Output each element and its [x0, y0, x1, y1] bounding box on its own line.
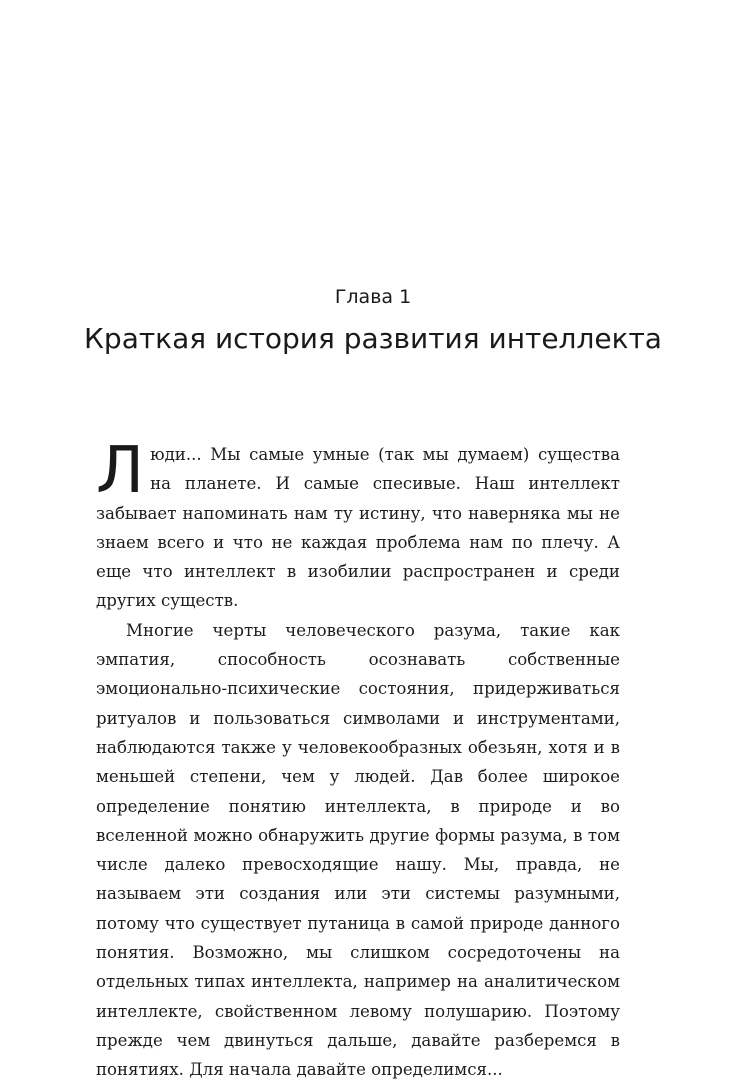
chapter-body [96, 434, 620, 1085]
paragraph: Многие черты человеческого разума, такие как эмпатия, способность осознавать собственные эмоционально-психические состояния, придерживаться ритуалов и пользоваться символами и инструментами, наблюдаются также у человекообразных обезьян, хотя и в меньшей степени, чем у людей. Дав более широкое определение понятию интеллекта, в природе и во вселенной можно обнаружить другие формы разума, в том числе далеко превосходящие нашу. Мы, правда, не называем эти создания или эти системы разумными, потому что существует путаница в самой природе данного понятия. Возможно, мы слишком сосредоточены на отдельных типах интеллекта, например на аналитическом интеллекте, свойственном левому полушарию. Поэтому прежде чем двинуться дальше, давайте разберемся в понятиях. Для начала давайте определимся... [96, 620, 620, 1080]
chapter-title: Краткая история развития интеллекта [84, 322, 662, 355]
chapter-number: Глава 1 [334, 286, 412, 308]
paragraph-with-drop-cap: Люди... Мы самые умные (так мы думаем) существа на планете. И самые спесивые. Наш интеллект забывает напоминать нам ту истину, что наверняка мы не знаем всего и что не каждая проблема нам по плечу. А еще что интеллект в изобилии распространен и среди других существ. [96, 434, 620, 611]
